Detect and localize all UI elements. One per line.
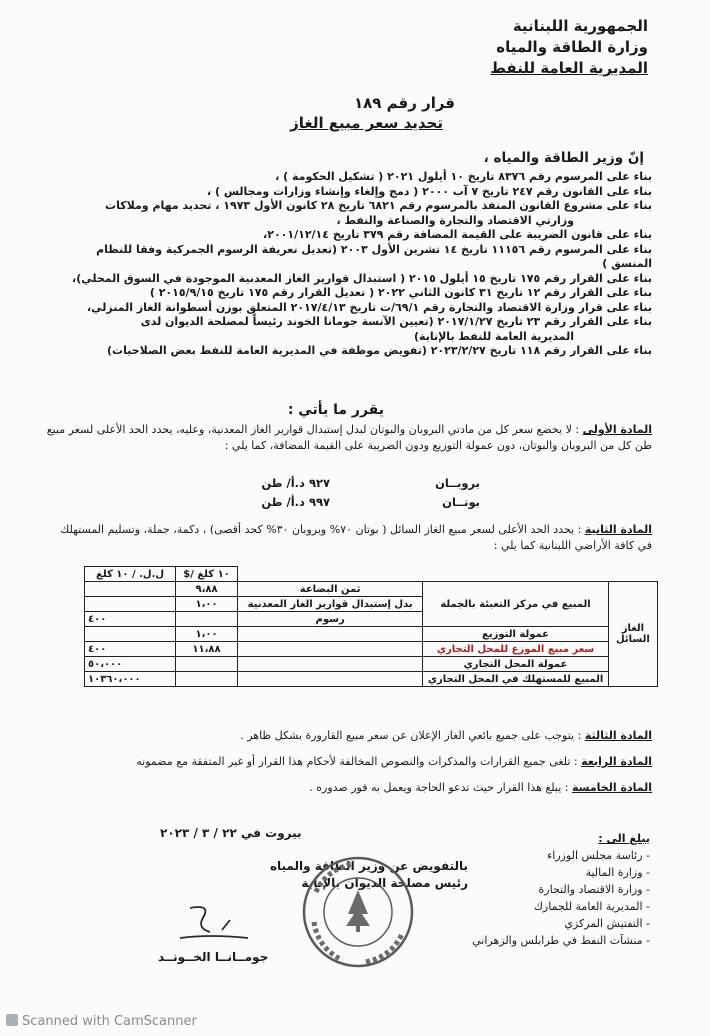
consideration: بناء على القانون رقم ٢٤٧ تاريخ ٧ آب ٢٠٠٠ ( دمج وإلغاء وإنشاء وزارات ومجالس ) ، xyxy=(206,184,652,198)
camscanner-logo-icon xyxy=(6,1014,18,1026)
letterhead-republic: الجمهورية اللبنانية xyxy=(512,17,648,35)
article-1 xyxy=(46,422,652,454)
recipient: - وزارة الاقتصاد والتجارة xyxy=(538,883,650,896)
handwritten-signature-icon xyxy=(170,900,260,950)
considerations-list xyxy=(52,170,652,359)
cell-label: عمولة التوزيع xyxy=(423,627,608,642)
cell-lbp: ٤٠٠ xyxy=(85,612,176,627)
consideration: بناء على القرار رقم ١١٨ تاريخ ٢٠٢٣/٢/٢٧ (تفويض موظفة في المديرية العامة للنفط بعض الصلاحيات) xyxy=(106,344,652,357)
consideration: بناء على القرار رقم ٢٣ تاريخ ٢٠١٧/١/٢٧ (تعيين الآنسة جومانا الخوند رئيساً لمصلحة الديوان لدى xyxy=(140,315,652,328)
cell-usd xyxy=(176,672,238,687)
issue-date: بيروت في ٢٢ / ٣ / ٢٠٢٣ xyxy=(160,826,302,840)
consideration: بناء على قانون الضريبة على القيمة المضافة رقم ٣٧٩ تاريخ ٢٠٠١/١٢/١٤، xyxy=(263,228,652,241)
cell-label: سعر مبيع الموزع للمحل التجاري xyxy=(423,642,608,657)
cell-label: عمولة المحل التجاري xyxy=(423,657,608,672)
article-2-label: المادة الثانية xyxy=(584,523,652,536)
table-row xyxy=(85,627,658,642)
cell-usd: ٩،٨٨ xyxy=(176,582,238,597)
consideration: بناء على المرسوم رقم ٨٣٧٦ تاريخ ١٠ أيلول ٢٠٢١ ( تشكيل الحكومة ) ، xyxy=(275,170,652,183)
letterhead-ministry: وزارة الطاقة والمياه xyxy=(496,38,648,56)
article-3 xyxy=(46,728,652,744)
consideration: وزارتي الاقتصاد والتجارة والصناعة والنفط ، xyxy=(336,213,574,227)
article-1-text: : لا يخضع سعر كل من مادتي البروبان والبوتان لبدل إستبدال قوارير الغاز المعدنية، وعليه، يحدد الحد الأعلى لسعر مبيع طن كل من البروبان والبوتان، دون عمولة التوزيع ودون الضريبة على القيمة المضافة، كما يلي : xyxy=(46,423,652,452)
cell-usd: ١،٠٠ xyxy=(176,597,238,612)
article-4-label: المادة الرابعة xyxy=(581,755,652,768)
recipient: - رئاسة مجلس الوزراء xyxy=(547,849,650,862)
recipient: - المديرية العامة للجمارك xyxy=(533,900,650,913)
article-5 xyxy=(46,780,652,796)
header-usd: $/ ١٠ كلغ xyxy=(176,567,238,582)
recipient: - التفتيش المركزي xyxy=(564,917,650,930)
signer-line-1: بالتفويض عن وزير الطاقة والمياه xyxy=(269,859,468,873)
recipient: - وزارة المالية xyxy=(585,866,650,879)
product-price-butane: ٩٩٧ د.أ/ طن xyxy=(261,495,330,509)
product-name-butane: بوتــان xyxy=(442,495,480,509)
decision-number: قرار رقم ١٨٩ xyxy=(353,94,455,112)
article-3-text: : يتوجب على جميع بائعي الغاز الإعلان عن سعر مبيع القارورة بشكل ظاهر . xyxy=(240,729,582,742)
cell-usd xyxy=(176,612,238,627)
propane-butane-prices xyxy=(90,474,330,512)
table-row xyxy=(85,657,658,672)
article-5-label: المادة الخامسة xyxy=(571,781,652,794)
ministry-seal-icon xyxy=(296,852,420,972)
signer-line-2: رئيس مصلحة الديوان بالإنابة xyxy=(301,876,468,890)
category-label: الغاز السائل xyxy=(608,582,657,687)
cell-lbp: ٥٠،٠٠٠ xyxy=(85,657,176,672)
cell-label: ثمن البضاعة xyxy=(237,582,422,597)
cell-lbp: ١٠٣٦٠،٠٠٠ xyxy=(85,672,176,687)
cell-usd: ١،٠٠ xyxy=(176,627,238,642)
table-row xyxy=(85,642,658,657)
intro-line: إنّ وزير الطاقة والمياه ، xyxy=(483,150,644,166)
product-name-propane: بروبــان xyxy=(435,476,480,490)
article-4-text: : تلغى جميع القرارات والمذكرات والنصوص المخالفة لأحكام هذا القرار أو غير المتفقة مع مضمونه xyxy=(136,755,578,768)
consideration: المديرية العامة للنفط بالإنابة) xyxy=(414,329,574,343)
cell-usd: ١١،٨٨ xyxy=(176,642,238,657)
letterhead xyxy=(388,16,648,79)
decision-title xyxy=(290,93,455,133)
table-row xyxy=(85,672,658,687)
consideration: بناء على قرار وزارة الاقتصاد والتجارة رقم ٦٩/١/ت تاريخ ٢٠١٧/٤/١٣ المتعلق بوزن أسطوانة الغاز المنزلي، xyxy=(86,300,652,314)
wholesale-label: المبيع في مركز التعبئة بالجملة xyxy=(423,582,608,627)
article-5-text: : يبلغ هذا القرار حيث تدعو الحاجة ويعمل به فور صدوره . xyxy=(309,781,569,794)
product-price-propane: ٩٢٧ د.أ/ طن xyxy=(261,476,330,490)
recipients-label: يبلغ الى : xyxy=(598,832,650,845)
scanner-footer-text: Scanned with CamScanner xyxy=(22,1014,197,1029)
decision-subject: تحديد سعر مبيع الغاز xyxy=(290,114,443,132)
consideration: بناء على المرسوم رقم ١١١٥٦ تاريخ ١٤ تشرين الأول ٢٠٠٣ (تعديل تعريفة الرسوم الجمركية وفقا للنظام المنسق ) xyxy=(96,242,652,270)
cell-lbp: ٤٠٠ xyxy=(85,642,176,657)
article-1-label: المادة الأولى xyxy=(582,423,652,436)
consideration: بناء على مشروع القانون المنفذ بالمرسوم رقم ٦٨٢١ تاريخ ٢٨ كانون الأول ١٩٧٣ ، تحديد مهام وملاكات xyxy=(105,199,652,212)
cell-label: بدل إستبدال قوارير الغاز المعدنية xyxy=(237,597,422,612)
article-4 xyxy=(46,754,652,770)
recipients-list xyxy=(450,830,650,949)
cell-label: رسوم xyxy=(237,612,422,627)
recipient: - منشآت النفط في طرابلس والزهراني xyxy=(472,934,650,947)
price-table xyxy=(84,566,658,687)
signer-name: جومــانــا الخــونــد xyxy=(158,950,269,964)
table-header-row xyxy=(85,567,658,582)
table-row xyxy=(85,582,658,597)
header-lbp: ل.ل. / ١٠ كلغ xyxy=(85,567,176,582)
cell-label: المبيع للمستهلك في المحل التجاري xyxy=(423,672,608,687)
letterhead-directorate: المديرية العامة للنفط xyxy=(490,59,648,77)
consideration: بناء على القرار رقم ١٧٥ تاريخ ١٥ أيلول ٢٠١٥ ( استبدال قوارير الغاز المعدنية الموجودة في السوق المحلي)، xyxy=(72,271,652,285)
article-2 xyxy=(46,522,652,554)
article-2-text: : يحدد الحد الأعلى لسعر مبيع الغاز السائل ( بوتان ٧٠% وبروبان ٣٠% كحد أقصى) ، دكمة، جملة، وتسليم المستهلك في كافة الأراضي اللبنانية كما يلي : xyxy=(60,523,652,552)
consideration: بناء على القرار رقم ١٢ تاريخ ٣١ كانون الثاني ٢٠٢٢ ( تعديل القرار رقم ١٧٥ تاريخ ٢٠١٥/٩/١٥ ) xyxy=(149,286,652,299)
scanner-footer xyxy=(6,1014,197,1029)
cell-usd xyxy=(176,657,238,672)
decides-heading: يقرر ما يأتي : xyxy=(287,402,384,418)
article-3-label: المادة الثالثة xyxy=(584,729,652,742)
